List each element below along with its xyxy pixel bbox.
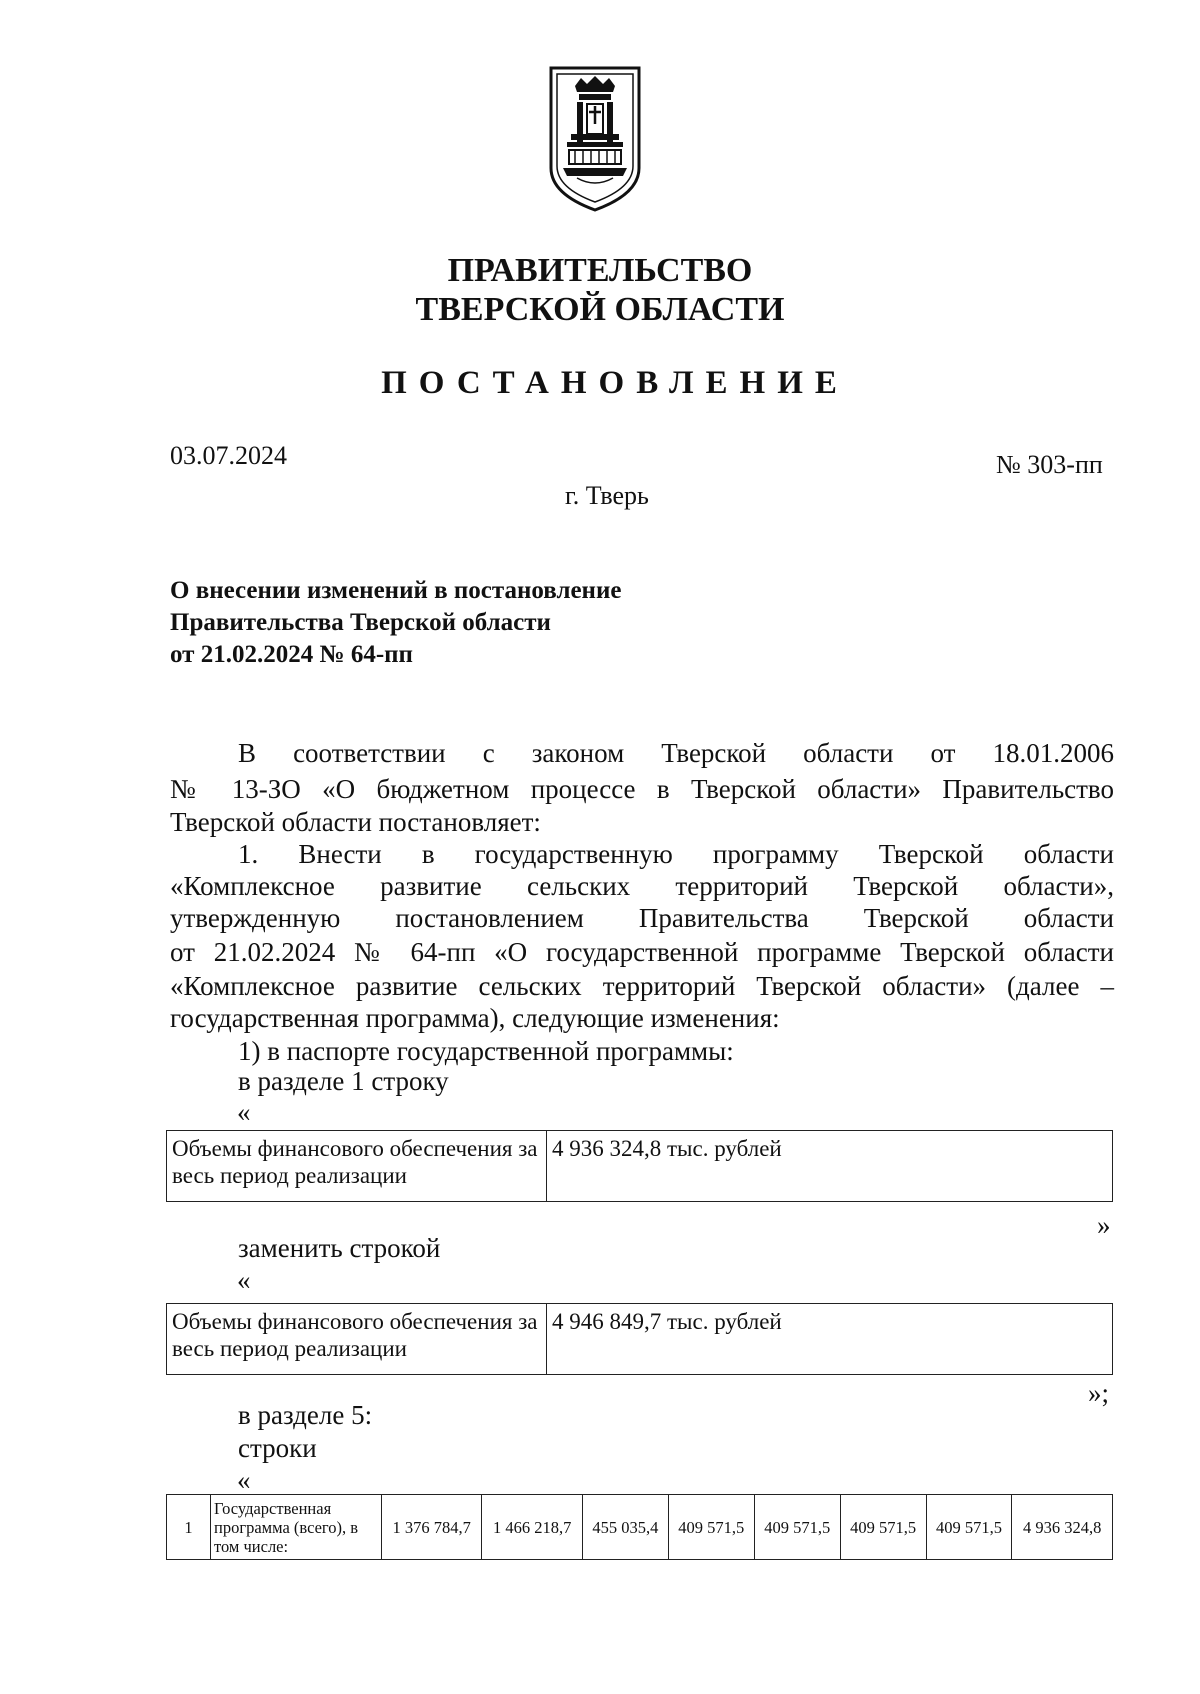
section5-table: [166, 1494, 1113, 1560]
section5-label: в разделе 5:: [238, 1400, 373, 1430]
value-cell: 409 571,5: [840, 1495, 926, 1560]
subject-line: Правительства Тверской области: [170, 609, 551, 636]
value-cell: 4 936 324,8: [1012, 1495, 1113, 1560]
body-line: 1) в паспорте государственной программы:: [238, 1036, 734, 1066]
financing-label-cell: Объемы финансового обеспечения за весь период реализации: [167, 1131, 547, 1202]
value-cell: 455 035,4: [582, 1495, 668, 1560]
subject-line: О внесении изменений в постановление: [170, 577, 622, 604]
financing-value-cell: 4 946 849,7 тыс. рублей: [547, 1304, 1113, 1375]
quote-open: «: [237, 1097, 251, 1127]
value-cell: 409 571,5: [754, 1495, 840, 1560]
quote-close-semicolon: »;: [1088, 1378, 1110, 1408]
value-cell: 409 571,5: [668, 1495, 754, 1560]
document-number: № 303-пп: [996, 450, 1103, 479]
document-date: 03.07.2024: [170, 441, 287, 470]
value-cell: 409 571,5: [926, 1495, 1012, 1560]
body-line: Тверской области постановляет:: [170, 807, 541, 837]
new-financing-table: [166, 1303, 1113, 1375]
row-number-cell: 1: [167, 1495, 211, 1560]
row-name-cell: Государственная программа (всего), в том числе:: [211, 1495, 382, 1560]
value-cell: 1 466 218,7: [482, 1495, 582, 1560]
financing-label-cell: Объемы финансового обеспечения за весь период реализации: [167, 1304, 547, 1375]
replace-label: заменить строкой: [238, 1233, 441, 1263]
body-line: «Комплексное развитие сельских территорий Тверской области» (далее –: [170, 971, 1114, 1001]
body-line: от 21.02.2024 № 64-пп «О государственной программе Тверской области: [170, 937, 1114, 967]
document-type: ПОСТАНОВЛЕНИЕ: [381, 365, 849, 401]
body-line: 1. Внести в государственную программу Тверской области: [238, 839, 1114, 869]
table-row: [167, 1131, 1113, 1202]
financing-value-cell: 4 936 324,8 тыс. рублей: [547, 1131, 1113, 1202]
body-line: В соответствии с законом Тверской области от 18.01.2006: [238, 738, 1114, 768]
body-line: № 13-ЗО «О бюджетном процессе в Тверской области» Правительство: [170, 774, 1114, 804]
quote-open: «: [237, 1465, 251, 1495]
quote-close: »: [1097, 1210, 1111, 1240]
body-line: «Комплексное развитие сельских территорий Тверской области»,: [170, 871, 1114, 901]
rows-label: строки: [238, 1433, 317, 1463]
document-city: г. Тверь: [565, 481, 649, 510]
quote-open: «: [237, 1265, 251, 1295]
tver-coat-of-arms-icon: [547, 64, 643, 214]
body-line: в разделе 1 строку: [238, 1066, 449, 1096]
value-cell: 1 376 784,7: [382, 1495, 482, 1560]
body-line: государственная программа), следующие изменения:: [170, 1003, 780, 1033]
organization-title-line2: ТВЕРСКОЙ ОБЛАСТИ: [415, 291, 785, 328]
table-row: [167, 1304, 1113, 1375]
organization-title-line1: ПРАВИТЕЛЬСТВО: [447, 252, 753, 289]
old-financing-table: [166, 1130, 1113, 1202]
table-row: [167, 1495, 1113, 1560]
subject-line: от 21.02.2024 № 64-пп: [170, 641, 413, 668]
body-line: утвержденную постановлением Правительства Тверской области: [170, 903, 1114, 933]
